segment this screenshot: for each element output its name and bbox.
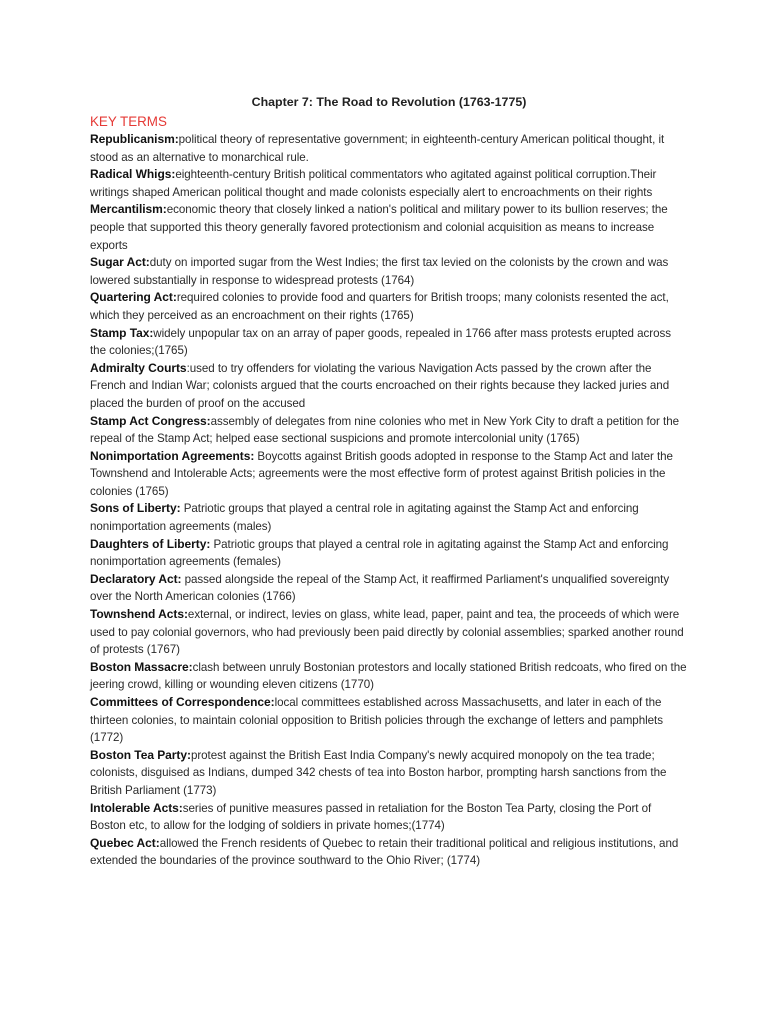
page-title: Chapter 7: The Road to Revolution (1763-1775) <box>251 95 527 109</box>
term-entry <box>90 201 688 254</box>
term-entry <box>90 289 688 324</box>
term-name: Nonimportation Agreements: <box>90 448 255 463</box>
term-definition: eighteenth-century British political commentators who agitated against political corruption.Their writings shaped American political thought and made colonists especially alert to encroachments on their rights <box>90 168 657 199</box>
key-terms-list <box>90 131 688 870</box>
term-definition: assembly of delegates from nine colonies who met in New York City to draft a petition for the repeal of the Stamp Act; helped ease sectional suspicions and promote intercolonial unity (1765) <box>90 414 680 446</box>
term-entry <box>90 131 688 166</box>
term-entry <box>90 166 688 201</box>
term-name: Sugar Act: <box>90 255 150 270</box>
term-entry <box>90 747 688 800</box>
term-entry <box>90 800 688 835</box>
term-definition: local committees established across Massachusetts, and later in each of the thirteen colonies, to maintain colonial opposition to British policies through the exchange of letters and pamphlets (1772) <box>90 696 663 745</box>
term-name: Quebec Act: <box>90 835 160 850</box>
term-name: Quartering Act: <box>90 290 177 305</box>
term-entry <box>90 694 688 747</box>
term-definition: external, or indirect, levies on glass, white lead, paper, paint and tea, the proceeds of which were used to pay colonial governors, who had previously been paid directly by colonial assemblies; sparked another round of protests (1767) <box>90 608 684 657</box>
term-name: Boston Tea Party: <box>90 747 191 762</box>
term-entry <box>90 413 688 448</box>
term-definition: widely unpopular tax on an array of paper goods, repealed in 1766 after mass protests erupted across the colonies;(1765) <box>90 326 671 358</box>
term-entry <box>90 571 688 606</box>
term-name: Republicanism: <box>90 132 179 146</box>
term-entry <box>90 536 688 571</box>
term-name: Committees of Correspondence: <box>90 695 275 709</box>
term-name: Mercantilism: <box>90 202 167 217</box>
term-name: Admiralty Courts <box>90 360 187 375</box>
term-name: Declaratory Act: <box>90 571 182 586</box>
term-definition: Patriotic groups that played a central role in agitating against the Stamp Act and enforcing nonimportation agreements (females) <box>90 537 669 569</box>
term-entry <box>90 606 688 659</box>
term-definition: Boycotts against British goods adopted in response to the Stamp Act and later the Townshend and Intolerable Acts; agreements were the most effective form of protest against British policies in the colonies (1765) <box>90 449 673 498</box>
term-definition: :used to try offenders for violating the various Navigation Acts passed by the crown after the French and Indian War; colonists argued that the courts encroached on their rights because they lacked juries and placed the burden of proof on the accused <box>90 361 670 410</box>
term-entry <box>90 835 688 870</box>
term-entry <box>90 659 688 694</box>
term-name: Daughters of Liberty: <box>90 536 211 551</box>
term-entry <box>90 448 688 501</box>
term-definition: duty on imported sugar from the West Indies; the first tax levied on the colonists by the crown and was lowered substantially in response to widespread protests (1764) <box>90 256 669 287</box>
term-entry <box>90 360 688 413</box>
term-name: Stamp Act Congress: <box>90 413 211 428</box>
term-definition: Patriotic groups that played a central role in agitating against the Stamp Act and enforcing nonimportation agreements (males) <box>90 502 639 534</box>
term-definition: series of punitive measures passed in retaliation for the Boston Tea Party, closing the Port of Boston etc, to allow for the lodging of soldiers in private homes;(1774) <box>90 801 652 833</box>
term-name: Intolerable Acts: <box>90 800 183 815</box>
term-definition: political theory of representative government; in eighteenth-century American political thought, it stood as an alternative to monarchical rule. <box>90 133 665 164</box>
term-name: Boston Massacre: <box>90 659 193 674</box>
term-entry <box>90 254 688 289</box>
term-name: Stamp Tax: <box>90 325 154 340</box>
term-definition: passed alongside the repeal of the Stamp Act, it reaffirmed Parliament's unqualified sovereignty over the North American colonies (1766) <box>90 572 670 604</box>
term-entry <box>90 325 688 360</box>
term-definition: allowed the French residents of Quebec to retain their traditional political and religious institutions, and extended the boundaries of the province southward to the Ohio River; (1774) <box>90 836 679 868</box>
term-name: Townshend Acts: <box>90 607 188 622</box>
term-definition: protest against the British East India Company's newly acquired monopoly on the tea trade; colonists, disguised as Indians, dumped 342 chests of tea into Boston harbor, prompting harsh sanctions from the British Parliament (1773) <box>90 748 667 797</box>
term-name: Sons of Liberty: <box>90 501 181 516</box>
key-terms-heading: KEY TERMS <box>90 114 167 129</box>
term-definition: required colonies to provide food and quarters for British troops; many colonists resented the act, which they perceived as an encroachment on their rights (1765) <box>90 291 669 322</box>
term-entry <box>90 500 688 535</box>
term-name: Radical Whigs: <box>90 167 176 182</box>
term-definition: clash between unruly Bostonian protestors and locally stationed British redcoats, who fired on the jeering crowd, killing or wounding eleven citizens (1770) <box>90 660 687 692</box>
term-definition: economic theory that closely linked a nation's political and military power to its bullion reserves; the people that supported this theory generally favored protectionism and colonial acquisition as means to increase exports <box>90 203 668 252</box>
